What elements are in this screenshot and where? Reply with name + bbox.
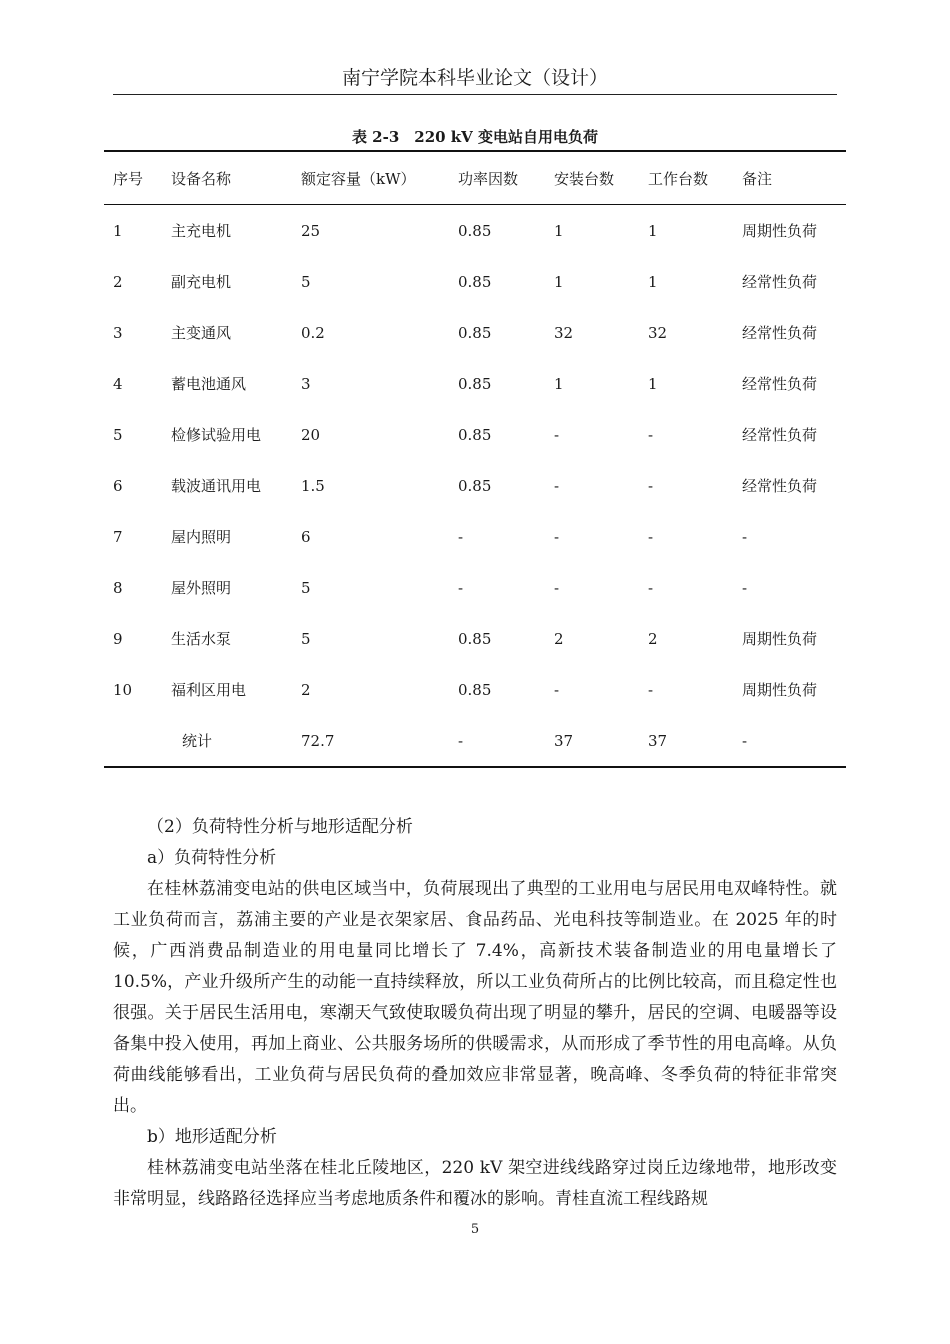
cell-index: 9 (113, 629, 123, 648)
table-row (104, 205, 846, 257)
paragraph-load-characteristics: 在桂林荔浦变电站的供电区域当中，负荷展现出了典型的工业用电与居民用电双峰特性。就工业负荷而言，荔浦主要的产业是衣架家居、食品药品、光电科技等制造业。在 2025 年的时候，广西消费品制造业的用电量同比增长了 7.4%，高新技术装备制造业的用电量增长了 10.5%，产业升级所产生的动能一直持续释放，所以工业负荷所占的比例比较高，而且稳定性也很强。关于居民生活用电，寒潮天气致使取暖负荷出现了明显的攀升，居民的空调、电暖器等设备集中投入使用，再加上商业、公共服务场所的供暖需求，从而形成了季节性的用电高峰。从负荷曲线能够看出，工业负荷与居民负荷的叠加效应非常显著，晚高峰、冬季负荷的特征非常突出。 (113, 879, 837, 1116)
cell-total-working: 37 (648, 731, 668, 750)
cell-power-factor: 0.85 (458, 323, 492, 342)
cell-note: 经常性负荷 (742, 273, 818, 291)
cell-power-factor: - (458, 578, 464, 597)
cell-working: 2 (648, 629, 658, 648)
cell-power-factor: 0.85 (458, 272, 492, 291)
cell-capacity: 0.2 (301, 323, 325, 342)
cell-index: 4 (113, 374, 123, 393)
subsection-heading-a: a）负荷特性分析 (147, 848, 277, 868)
cell-total-installed: 37 (554, 731, 574, 750)
cell-device: 副充电机 (171, 273, 232, 291)
cell-capacity: 5 (301, 578, 311, 597)
cell-working: - (648, 425, 654, 444)
table-row (104, 358, 846, 409)
cell-working: - (648, 476, 654, 495)
cell-total-power-factor: - (458, 731, 464, 750)
cell-note: 周期性负荷 (742, 222, 818, 240)
cell-installed: 2 (554, 629, 564, 648)
cell-device: 主充电机 (171, 222, 232, 240)
cell-index: 7 (113, 527, 123, 546)
col-header-device: 设备名称 (171, 169, 232, 188)
cell-working: - (648, 680, 654, 699)
cell-device: 检修试验用电 (171, 426, 262, 444)
cell-index: 3 (113, 323, 123, 342)
cell-capacity: 20 (301, 425, 321, 444)
cell-working: 1 (648, 374, 658, 393)
cell-device: 载波通讯用电 (171, 477, 262, 495)
cell-working: - (648, 578, 654, 597)
section-heading: （2）负荷特性分析与地形适配分析 (147, 817, 413, 837)
col-header-capacity: 额定容量（kW） (301, 169, 416, 188)
cell-device: 屋外照明 (171, 579, 232, 597)
cell-capacity: 6 (301, 527, 311, 546)
col-header-index: 序号 (113, 169, 144, 188)
cell-installed: 32 (554, 323, 574, 342)
table-row (104, 562, 846, 613)
cell-capacity: 2 (301, 680, 311, 699)
col-header-installed: 安装台数 (554, 169, 615, 188)
cell-capacity: 25 (301, 221, 321, 240)
cell-note: 经常性负荷 (742, 375, 818, 393)
running-header: 南宁学院本科毕业论文（设计） (113, 62, 837, 95)
table-row (104, 613, 846, 664)
load-table (104, 150, 846, 768)
page-number: 5 (470, 1222, 480, 1237)
cell-power-factor: - (458, 527, 464, 546)
table-row (104, 460, 846, 511)
cell-device: 福利区用电 (171, 681, 247, 699)
cell-index: 5 (113, 425, 123, 444)
col-header-power-factor: 功率因数 (458, 169, 519, 188)
cell-total-capacity: 72.7 (301, 731, 335, 750)
cell-working: 1 (648, 221, 658, 240)
table-row (104, 511, 846, 562)
cell-capacity: 1.5 (301, 476, 325, 495)
cell-index: 2 (113, 272, 123, 291)
paragraph-terrain-adaptation: 桂林荔浦变电站坐落在桂北丘陵地区，220 kV 架空进线线路穿过岗丘边缘地带，地形改变非常明显，线路路径选择应当考虑地质条件和覆冰的影响。青桂直流工程线路规 (113, 1158, 837, 1209)
cell-installed: - (554, 476, 560, 495)
cell-capacity: 5 (301, 629, 311, 648)
cell-note: 经常性负荷 (742, 477, 818, 495)
cell-note: 经常性负荷 (742, 324, 818, 342)
col-header-note: 备注 (742, 169, 773, 188)
cell-capacity: 5 (301, 272, 311, 291)
subsection-heading-b: b）地形适配分析 (147, 1127, 277, 1147)
cell-device: 屋内照明 (171, 528, 232, 546)
table-caption: 表 2-3 220 kV 变电站自用电负荷 (351, 128, 599, 146)
cell-note: - (742, 578, 748, 597)
cell-power-factor: 0.85 (458, 680, 492, 699)
cell-note: - (742, 527, 748, 546)
cell-installed: - (554, 425, 560, 444)
col-header-working: 工作台数 (648, 169, 709, 188)
table-header-row (104, 151, 846, 205)
cell-power-factor: 0.85 (458, 629, 492, 648)
table-row (104, 307, 846, 358)
table-total-row (104, 715, 846, 767)
cell-note: 周期性负荷 (742, 630, 818, 648)
cell-power-factor: 0.85 (458, 425, 492, 444)
cell-index: 1 (113, 221, 123, 240)
cell-installed: - (554, 578, 560, 597)
table-row (104, 409, 846, 460)
cell-total-note: - (742, 731, 748, 750)
cell-power-factor: 0.85 (458, 476, 492, 495)
cell-index: 10 (113, 680, 133, 699)
cell-total-label: 统计 (182, 732, 213, 750)
cell-installed: 1 (554, 221, 564, 240)
cell-index: 8 (113, 578, 123, 597)
table-row (104, 664, 846, 715)
cell-working: - (648, 527, 654, 546)
cell-working: 32 (648, 323, 668, 342)
cell-note: 经常性负荷 (742, 426, 818, 444)
cell-installed: 1 (554, 272, 564, 291)
cell-power-factor: 0.85 (458, 221, 492, 240)
cell-working: 1 (648, 272, 658, 291)
cell-installed: - (554, 527, 560, 546)
cell-device: 生活水泵 (171, 630, 232, 648)
cell-device: 蓄电池通风 (171, 375, 247, 393)
cell-installed: - (554, 680, 560, 699)
cell-index: 6 (113, 476, 123, 495)
cell-note: 周期性负荷 (742, 681, 818, 699)
cell-power-factor: 0.85 (458, 374, 492, 393)
cell-capacity: 3 (301, 374, 311, 393)
table-row (104, 256, 846, 307)
cell-device: 主变通风 (171, 324, 232, 342)
body-text (113, 812, 837, 1215)
cell-installed: 1 (554, 374, 564, 393)
